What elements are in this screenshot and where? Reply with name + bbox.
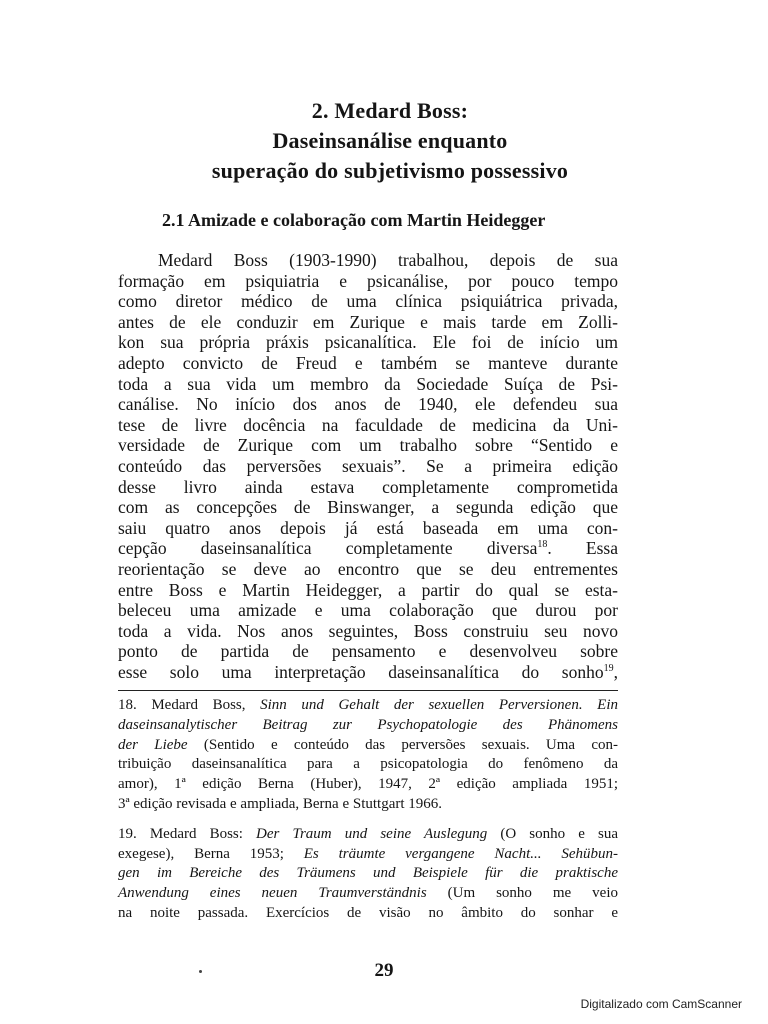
body-line: formação em psiquiatria e psicanálise, por pouco tempo bbox=[118, 270, 618, 291]
footnote-text: 19. Medard Boss: bbox=[118, 825, 257, 842]
body-line: toda a vida. Nos anos seguintes, Boss construiu seu novo bbox=[118, 620, 618, 641]
body-line-tail: , bbox=[613, 661, 618, 682]
footnote-italic: Sinn und Gehalt der sexuellen Perversionen. Ein bbox=[260, 697, 618, 713]
footnote-line: na noite passada. Exercícios de visão no âmbito do sonhar e bbox=[118, 904, 618, 921]
footnote-19 bbox=[118, 825, 618, 924]
footnote-italic: der Liebe bbox=[118, 736, 188, 753]
chapter-title-line-3: superação do subjetivismo possessivo bbox=[211, 158, 569, 183]
chapter-title-line-2: Daseinsanálise enquanto bbox=[272, 128, 508, 153]
footnote-line: 3ª edição revisada e ampliada, Berna e Stuttgart 1966. bbox=[118, 795, 443, 812]
footnote-18 bbox=[118, 696, 618, 815]
footnote-italic: Es träumte vergangene Nacht... Sehübun- bbox=[303, 845, 618, 862]
section-heading: 2.1 Amizade e colaboração com Martin Heidegger bbox=[162, 210, 546, 230]
body-line: Medard Boss (1903-1990) trabalhou, depois de sua bbox=[158, 250, 618, 270]
footnote-line bbox=[118, 696, 618, 716]
body-line: ponto de partida de pensamento e desenvolveu sobre bbox=[118, 641, 618, 662]
body-paragraph bbox=[118, 250, 618, 682]
footnote-line: tribuição daseinsanalítica para a psicopatologia do fenômeno da bbox=[118, 756, 618, 773]
footnote-text: (Sentido e conteúdo das perversões sexuais. Uma con- bbox=[187, 736, 618, 753]
footnote-italic: Anwendung eines neuen Traumverständnis bbox=[118, 885, 427, 902]
footnote-divider bbox=[118, 690, 618, 691]
footnote-line: daseinsanalytischer Beitrag zur Psychopatologie des Phänomens bbox=[118, 716, 618, 733]
footnote-line bbox=[118, 884, 618, 904]
body-line: toda a sua vida um membro da Sociedade Suíça de Psi- bbox=[118, 373, 618, 394]
body-line: como diretor médico de uma clínica psiquiátrica privada, bbox=[118, 291, 618, 312]
body-line-with-ref-19 bbox=[118, 662, 618, 683]
page-number: 29 bbox=[374, 960, 394, 981]
footnote-text: (O sonho e sua bbox=[487, 825, 618, 842]
footnote-line bbox=[118, 825, 618, 845]
body-line-with-ref-18 bbox=[118, 538, 618, 559]
footnote-text: exegese), Berna 1953; bbox=[118, 845, 304, 862]
body-line-text: cepção daseinsanalítica completamente diversa bbox=[118, 538, 538, 559]
body-line: beleceu uma amizade e uma colaboração que durou por bbox=[118, 600, 618, 621]
footnote-ref-19: 19 bbox=[603, 663, 614, 675]
footnote-line: gen im Bereiche des Träumens und Beispiele für die praktische bbox=[118, 865, 618, 882]
footnote-text: 18. Medard Boss, bbox=[118, 697, 261, 713]
body-line: kon sua própria práxis psicanalítica. Ele foi de início um bbox=[118, 332, 618, 353]
body-line: versidade de Zurique com um trabalho sobre “Sentido e bbox=[118, 435, 618, 456]
footnote-line: amor), 1ª edição Berna (Huber), 1947, 2ª edição ampliada 1951; bbox=[118, 776, 618, 793]
body-line-tail: . Essa bbox=[547, 538, 618, 559]
chapter-title bbox=[110, 96, 670, 186]
footnotes bbox=[118, 696, 618, 924]
chapter-title-line-1: 2. Medard Boss: bbox=[311, 98, 469, 123]
body-line: antes de ele conduzir em Zurique e mais tarde em Zolli- bbox=[118, 311, 618, 332]
body-line-text: esse solo uma interpretação daseinsanalítica do sonho bbox=[118, 661, 604, 682]
footnote-text: (Um sonho me veio bbox=[426, 885, 619, 902]
body-line: desse livro ainda estava completamente comprometida bbox=[118, 476, 618, 497]
body-line: conteúdo das perversões sexuais”. Se a primeira edição bbox=[118, 455, 618, 476]
body-line: adepto convicto de Freud e também se manteve durante bbox=[118, 352, 618, 373]
body-line: canálise. No início dos anos de 1940, ele defendeu sua bbox=[118, 394, 618, 415]
body-line: com as concepções de Binswanger, a segunda edição que bbox=[118, 497, 618, 518]
body-line: saiu quatro anos depois já está baseada em uma con- bbox=[118, 517, 618, 538]
footnote-ref-18: 18 bbox=[537, 539, 548, 551]
body-line: reorientação se deve ao encontro que se deu entrementes bbox=[118, 558, 618, 579]
footnote-line bbox=[118, 845, 618, 865]
scanner-watermark: Digitalizado com CamScanner bbox=[580, 997, 742, 1011]
body-line: entre Boss e Martin Heidegger, a partir do qual se esta- bbox=[118, 579, 618, 600]
body-line: tese de livre docência na faculdade de medicina da Uni- bbox=[118, 414, 618, 435]
footnote-gap bbox=[118, 815, 618, 825]
footnote-italic: Der Traum und seine Auslegung bbox=[256, 825, 488, 842]
footnote-line bbox=[118, 736, 618, 756]
